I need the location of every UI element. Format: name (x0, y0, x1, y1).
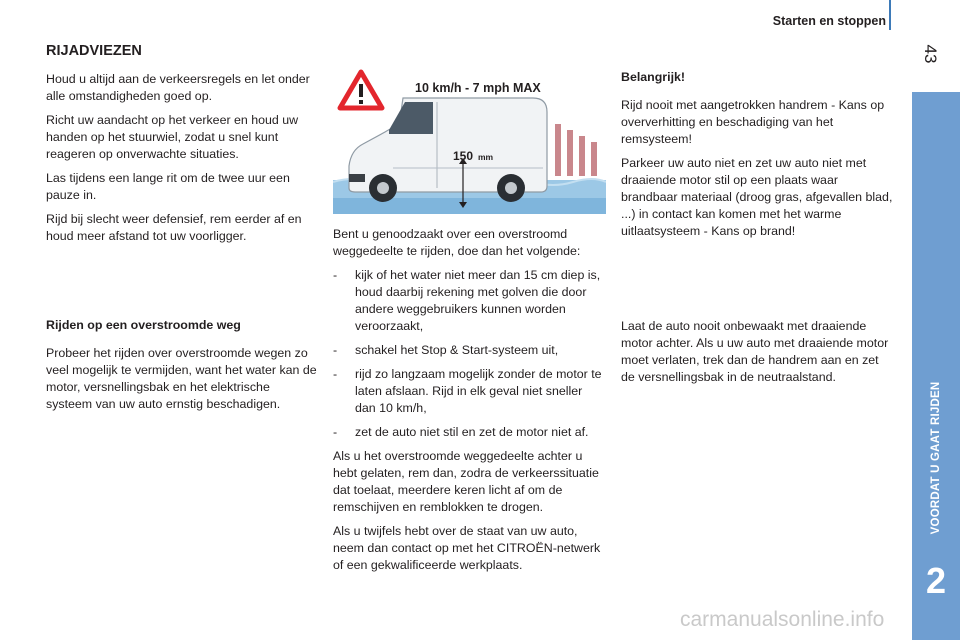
paragraph: Houd u altijd aan de verkeersregels en let onder alle omstandigheden goed op. (46, 72, 310, 103)
list-item-text: schakel het Stop & Start-systeem uit, (355, 343, 559, 357)
speed-label: 10 km/h - 7 mph MAX (415, 81, 541, 95)
paragraph: Bent u genoodzaakt over een overstroomd weggedeelte te rijden, doe dan het volgende: (333, 227, 581, 258)
van-in-water-drawing (333, 68, 606, 214)
watermark: carmanualsonline.info (680, 608, 885, 631)
paragraph: Rijd bij slecht weer defensief, rem eerder af en houd meer afstand tot uw voorligger. (46, 212, 302, 243)
header-rule (889, 0, 891, 30)
list-item-text: rijd zo langzaam mogelijk zonder de motor te laten afslaan. Rijd in elk geval niet sneller dan 10 km/h, (355, 367, 602, 415)
subheading-flooded-road: Rijden op een overstroomde weg (46, 318, 241, 332)
chapter-title (912, 360, 960, 556)
list-item-text: zet de auto niet stil en zet de motor niet af. (355, 425, 589, 439)
column3-parking-text (621, 318, 893, 393)
paragraph: Richt uw aandacht op het verkeer en houd uw handen op het stuurwiel, zodat u snel kunt reageren op onverwachte situaties. (46, 113, 299, 161)
column1-flood-text (46, 345, 318, 420)
running-header: Starten en stoppen (772, 14, 886, 28)
paragraph: Rijd nooit met aangetrokken handrem - Kans op oververhitting en beschadiging van het remsysteem! (621, 98, 885, 146)
list-item: - rijd zo langzaam mogelijk zonder de motor te laten afslaan. Rijd in elk geval niet sneller dan 10 km/h, (333, 366, 605, 417)
column1-intro (46, 71, 318, 252)
list-item: - schakel het Stop & Start-systeem uit, (333, 342, 605, 359)
paragraph: Als u het overstroomde weggedeelte achter u hebt gelaten, rem dan, zodra de verkeerssituatie dat toelaat, meerdere keren licht af om de remschijven en remblokken te drogen. (333, 449, 599, 514)
list-item-text: kijk of het water niet meer dan 15 cm diep is, houd daarbij rekening met golven die door andere weggebruikers kunnen worden veroorzaakt, (355, 268, 601, 333)
paragraph: Parkeer uw auto niet en zet uw auto niet met draaiende motor stil op een plaats waar brandbaar materiaal (droog gras, afgevallen blad, ...) in contact kan komen met het warme uitlaatsysteem - Kans op brand! (621, 156, 893, 238)
van-wheel (497, 174, 525, 202)
important-heading: Belangrijk! (621, 70, 686, 84)
column3-warning-text (621, 97, 893, 247)
list-item: - zet de auto niet stil en zet de motor niet af. (333, 424, 605, 441)
flooded-road-illustration (333, 68, 606, 214)
chapter-title-text: VOORDAT U GAAT RIJDEN (930, 381, 942, 535)
depth-value: 150 (453, 149, 474, 163)
page-number: 43 (921, 44, 940, 64)
paragraph: Las tijdens een lange rit om de twee uur een pauze in. (46, 171, 290, 202)
chapter-number: 2 (925, 560, 947, 601)
section-title: RIJADVIEZEN (46, 43, 142, 59)
depth-unit: mm (478, 152, 494, 162)
van-wheel (369, 174, 397, 202)
paragraph: Laat de auto nooit onbewaakt met draaiende motor achter. Als u uw auto met draaiende motor moet verlaten, trek dan de handrem aan en zet de versnellingsbak in de neutraalstand. (621, 319, 889, 384)
paragraph: Als u twijfels hebt over de staat van uw auto, neem dan contact op met het CITROËN-netwerk of een gekwalificeerde werkplaats. (333, 524, 601, 572)
list-item: - kijk of het water niet meer dan 15 cm diep is, houd daarbij rekening met golven die door andere weggebruikers kunnen worden veroorzaakt, (333, 267, 605, 335)
column2-text (333, 226, 605, 581)
paragraph: Probeer het rijden over overstroomde wegen zo veel mogelijk te vermijden, want het water kan de motor, versnellingsbak en het elektrische systeem van uw auto ernstig beschadigen. (46, 346, 317, 411)
